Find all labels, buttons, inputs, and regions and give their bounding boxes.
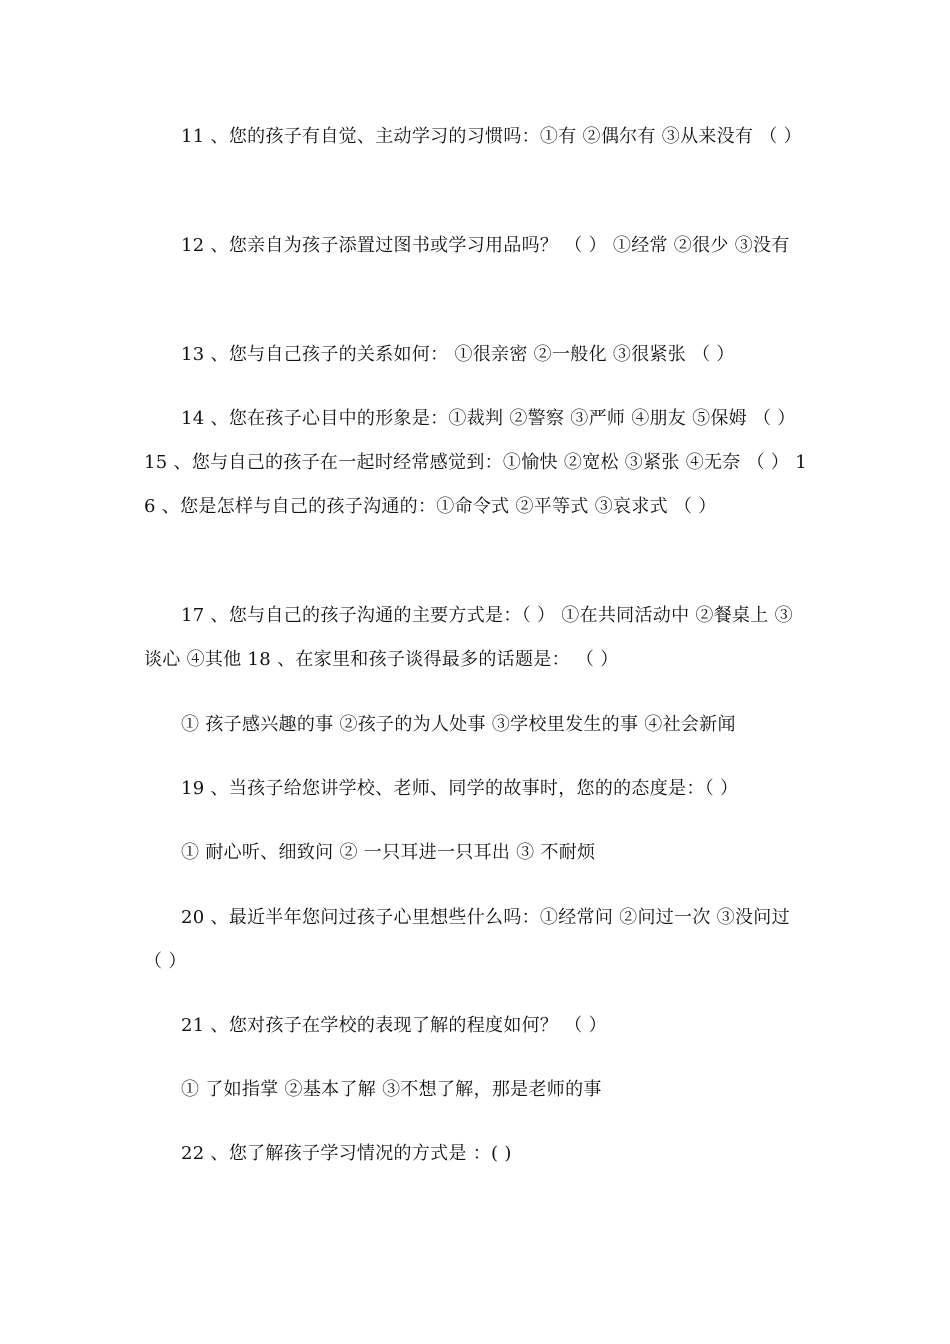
question-19-options: ① 耐心听、细致问 ② 一只耳进一只耳出 ③ 不耐烦 xyxy=(181,842,596,863)
questions-17-18: 17 、您与自己的孩子沟通的主要方式是：（ ） ①在共同活动中 ②餐桌上 ③谈心 ④其他 18 、在家里和孩子谈得最多的话题是： （ ） xyxy=(144,605,793,670)
question-21: 21 、您对孩子在学校的表现了解的程度如何？ （ ） xyxy=(181,1015,607,1036)
question-13: 13 、您与自己孩子的关系如何： ①很亲密 ②一般化 ③很紧张 （ ） xyxy=(181,344,735,365)
question-11: 11 、您的孩子有自觉、主动学习的习惯吗：①有 ②偶尔有 ③从来没有 （ ） xyxy=(181,126,802,147)
question-12: 12 、您亲自为孩子添置过图书或学习用品吗？ （ ） ①经常 ②很少 ③没有 xyxy=(181,235,790,256)
question-19: 19 、当孩子给您讲学校、老师、同学的故事时，您的的态度是：（ ） xyxy=(181,778,739,799)
question-18-options: ① 孩子感兴趣的事 ②孩子的为人处事 ③学校里发生的事 ④社会新闻 xyxy=(181,714,736,735)
question-20: 20 、最近半年您问过孩子心里想些什么吗：①经常问 ②问过一次 ③没问过 （ ） xyxy=(144,907,790,972)
question-22: 22 、您了解孩子学习情况的方式是 ：( ) xyxy=(181,1143,512,1164)
question-21-options: ① 了如指掌 ②基本了解 ③不想了解，那是老师的事 xyxy=(181,1079,602,1100)
questions-14-16: 14 、您在孩子心目中的形象是：①裁判 ②警察 ③严师 ④朋友 ⑤保姆 （ ） 15 、您与自己的孩子在一起时经常感觉到：①愉快 ②宽松 ③紧张 ④无奈 （ ） 16 、您是怎样与自己的孩子沟通的：①命令式 ②平等式 ③哀求式 （ ） xyxy=(144,408,808,517)
